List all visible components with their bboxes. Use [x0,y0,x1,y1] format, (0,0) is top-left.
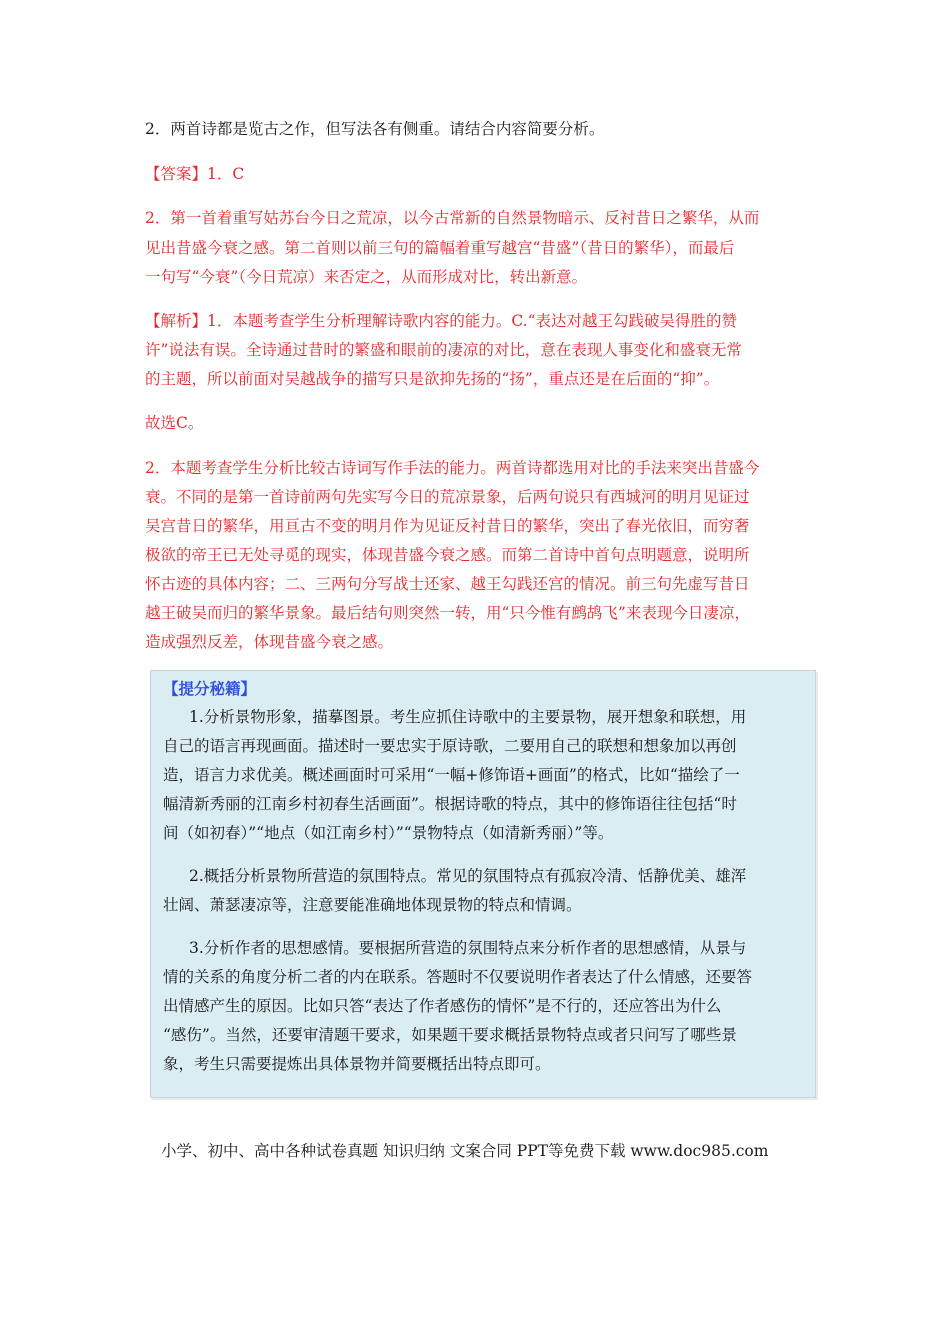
tips-paragraph-line: “感伤”。当然，还要审清题干要求，如果题干要求概括景物特点或者只问写了哪些景 [163,1026,737,1044]
tips-box [150,670,816,1098]
tips-paragraph-line: 间（如初春）”“地点（如江南乡村）”“景物特点（如清新秀丽）”等。 [163,824,614,842]
analysis-line: 的主题，所以前面对吴越战争的描写只是欲抑先扬的“扬”，重点还是在后面的“抑”。 [145,370,720,388]
answer-line: 一句写“今衰”（今日荒凉）来否定之，从而形成对比，转出新意。 [145,268,588,286]
analysis-line: 吴宫昔日的繁华，用亘古不变的明月作为见证反衬昔日的繁华，突出了春光依旧，而穷奢 [145,517,750,535]
tips-paragraph-line: 1.分析景物形象，描摹图景。考生应抓住诗歌中的主要景物，展开想象和联想，用 [189,708,747,726]
page-footer: 小学、初中、高中各种试卷真题 知识归纳 文案合同 PPT等免费下载 www.doc985.com [161,1142,769,1160]
answer-label: 【答案】1．C [145,165,245,183]
analysis-line: 极欲的帝王已无处寻觅的现实，体现昔盛今衰之感。而第二首诗中首句点明题意，说明所 [145,546,750,564]
tips-paragraph-line: 象，考生只需要提炼出具体景物并简要概括出特点即可。 [163,1055,551,1073]
tips-paragraph-line: 3.分析作者的思想感情。要根据所营造的氛围特点来分析作者的思想感情，从景与 [189,939,747,957]
tips-paragraph-line: 2.概括分析景物所营造的氛围特点。常见的氛围特点有孤寂冷清、恬静优美、雄浑 [189,867,747,885]
analysis-line: 【解析】1．本题考查学生分析理解诗歌内容的能力。C.“表达对越王勾践破吴得胜的赞 [145,312,738,330]
answer-line: 见出昔盛今衰之感。第二首则以前三句的篇幅着重写越宫“昔盛”（昔日的繁华），而最后 [145,239,735,257]
question-2: 2．两首诗都是览古之作，但写法各有侧重。请结合内容简要分析。 [145,120,605,138]
analysis-line: 衰。不同的是第一首诗前两句先实写今日的荒凉景象，后两句说只有西城河的明月见证过 [145,488,750,506]
tips-paragraph-line: 出情感产生的原因。比如只答“表达了作者感伤的情怀”是不行的，还应答出为什么 [163,997,722,1015]
analysis-line: 越王破吴而归的繁华景象。最后结句则突然一转，用“只今惟有鹧鸪飞”来表现今日凄凉， [145,604,750,622]
tips-paragraph-line: 自己的语言再现画面。描述时一要忠实于原诗歌，二要用自己的联想和想象加以再创 [163,737,737,755]
tips-paragraph-line: 幅清新秀丽的江南乡村初春生活画面”。根据诗歌的特点，其中的修饰语往往包括“时 [163,795,737,813]
tips-title: 【提分秘籍】 [163,679,257,698]
analysis-line: 怀古迹的具体内容；二、三两句分写战士还家、越王勾践还宫的情况。前三句先虚写昔日 [145,575,750,593]
analysis-line: 2．本题考查学生分析比较古诗词写作手法的能力。两首诗都选用对比的手法来突出昔盛今 [145,459,760,477]
analysis-choice: 故选C。 [145,414,204,432]
analysis-line: 许”说法有误。全诗通过昔时的繁盛和眼前的凄凉的对比，意在表现人事变化和盛衰无常 [145,341,742,359]
analysis-line: 造成强烈反差，体现昔盛今衰之感。 [145,633,394,651]
tips-paragraph-line: 情的关系的角度分析二者的内在联系。答题时不仅要说明作者表达了什么情感，还要答 [163,968,753,986]
tips-paragraph-line: 造，语言力求优美。概述画面时可采用“一幅+修饰语+画面”的格式，比如“描绘了一 [163,766,740,784]
tips-paragraph-line: 壮阔、萧瑟凄凉等，注意要能准确地体现景物的特点和情调。 [163,896,582,914]
answer-line: 2．第一首着重写姑苏台今日之荒凉，以今古常新的自然景物暗示、反衬昔日之繁华，从而 [145,209,760,227]
